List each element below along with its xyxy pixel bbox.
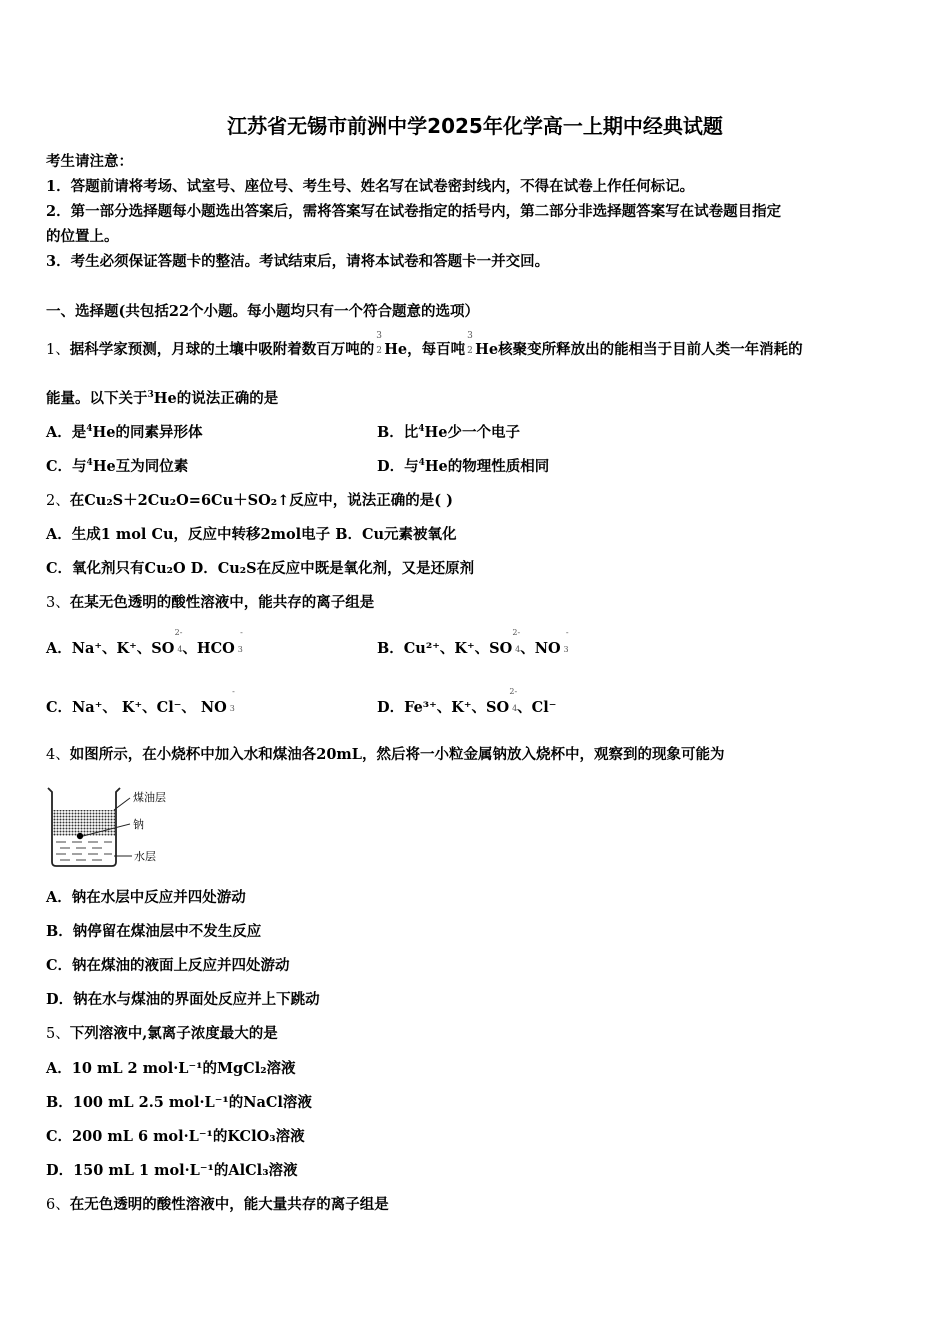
label-oil: 煤油层 [133,791,166,804]
option-5-a[interactable]: A．10 mL 2 mol·L⁻¹的MgCl₂溶液 [46,1060,296,1077]
ion-notation: 2- 4 [174,628,183,654]
page-title: 江苏省无锡市前洲中学2025年化学高一上期中经典试题 [227,114,723,138]
beaker-figure [44,782,176,872]
notice-item-2-cont: 的位置上。 [46,228,119,245]
option-4-d[interactable]: D．钠在水与煤油的界面处反应并上下跳动 [46,991,320,1008]
ion-notation: - 3 [229,687,235,713]
question-2: 2、在Cu₂S＋2Cu₂O=6Cu＋SO₂↑反应中，说法正确的是( ) [46,492,453,509]
option-4-a[interactable]: A．钠在水层中反应并四处游动 [46,889,246,906]
water-layer [56,842,112,860]
question-1-line-1 [46,331,803,360]
option-1-d[interactable]: D．与$^4$He的物理性质相同 [377,458,550,475]
notice-item-1: 1．答题前请将考场、试室号、座位号、考生号、姓名写在试卷密封线内，不得在试卷上作任何标记。 [46,178,695,195]
option-3-c[interactable]: C．Na⁺、 K⁺、Cl⁻、 NO - 3 [46,687,235,716]
ion-notation: - 3 [237,628,243,654]
notice-heading: 考生请注意： [46,153,133,170]
label-sodium: 钠 [133,818,144,831]
option-1-b[interactable]: B．比$^4$He少一个电子 [377,424,520,441]
question-text: 据科学家预测，月球的土壤中吸附着数百万吨的 [69,341,375,358]
option-4-c[interactable]: C．钠在煤油的液面上反应并四处游动 [46,957,290,974]
question-text: He核聚变所释放出的能相当于目前人类一年消耗的 [475,341,803,358]
oil-layer [53,810,115,836]
option-5-d[interactable]: D．150 mL 1 mol·L⁻¹的AlCl₃溶液 [46,1162,298,1179]
option-1-a[interactable]: A．是$^4$He的同素异形体 [46,424,203,441]
option-3-d[interactable]: D．Fe³⁺、K⁺、SO 2- 4 、Cl⁻ [377,687,557,716]
section-heading: 一、选择题(共包括22个小题。每小题均只有一个符合题意的选项） [46,303,480,320]
ion-notation: 2- 4 [509,687,518,713]
ion-notation: 2- 4 [512,628,521,654]
question-3: 3、在某无色透明的酸性溶液中，能共存的离子组是 [46,594,375,611]
option-1-c[interactable]: C．与$^4$He互为同位素 [46,458,189,475]
isotope-notation: 3 2 [467,331,473,356]
isotope-notation: 3 2 [376,331,382,356]
option-3-a[interactable]: A．Na⁺、K⁺、SO 2- 4 、HCO - 3 [46,628,243,657]
notice-item-3: 3．考生必须保证答题卡的整洁。考试结束后，请将本试卷和答题卡一并交回。 [46,253,550,270]
question-number: 1、 [46,342,70,358]
option-5-b[interactable]: B．100 mL 2.5 mol·L⁻¹的NaCl溶液 [46,1094,312,1111]
element-symbol: He [384,341,408,358]
notice-item-2: 2．第一部分选择题每小题选出答案后，需将答案写在试卷指定的括号内，第二部分非选择题答案写在试卷题目指定 [46,203,782,220]
question-6: 6、在无色透明的酸性溶液中，能大量共存的离子组是 [46,1196,389,1213]
sodium-dot [77,833,83,839]
question-text: ，每百吨 [407,341,466,358]
label-water: 水层 [134,850,156,863]
option-3-b[interactable]: B．Cu²⁺、K⁺、SO 2- 4 、NO - 3 [377,628,569,657]
question-5: 5、下列溶液中,氯离子浓度最大的是 [46,1025,278,1042]
option-4-b[interactable]: B．钠停留在煤油层中不发生反应 [46,923,262,940]
ion-notation: - 3 [563,628,569,654]
option-2-cd[interactable]: C．氧化剂只有Cu₂O D．Cu₂S在反应中既是氧化剂，又是还原剂 [46,560,475,577]
question-4: 4、如图所示，在小烧杯中加入水和煤油各20mL，然后将一小粒金属钠放入烧杯中，观察到的现象可能为 [46,746,725,763]
option-5-c[interactable]: C．200 mL 6 mol·L⁻¹的KClO₃溶液 [46,1128,305,1145]
question-1-line-2: 能量。以下关于$^3$He的说法正确的是 [46,390,279,407]
option-2-ab[interactable]: A．生成1 mol Cu，反应中转移2mol电子 B．Cu元素被氧化 [46,526,457,543]
